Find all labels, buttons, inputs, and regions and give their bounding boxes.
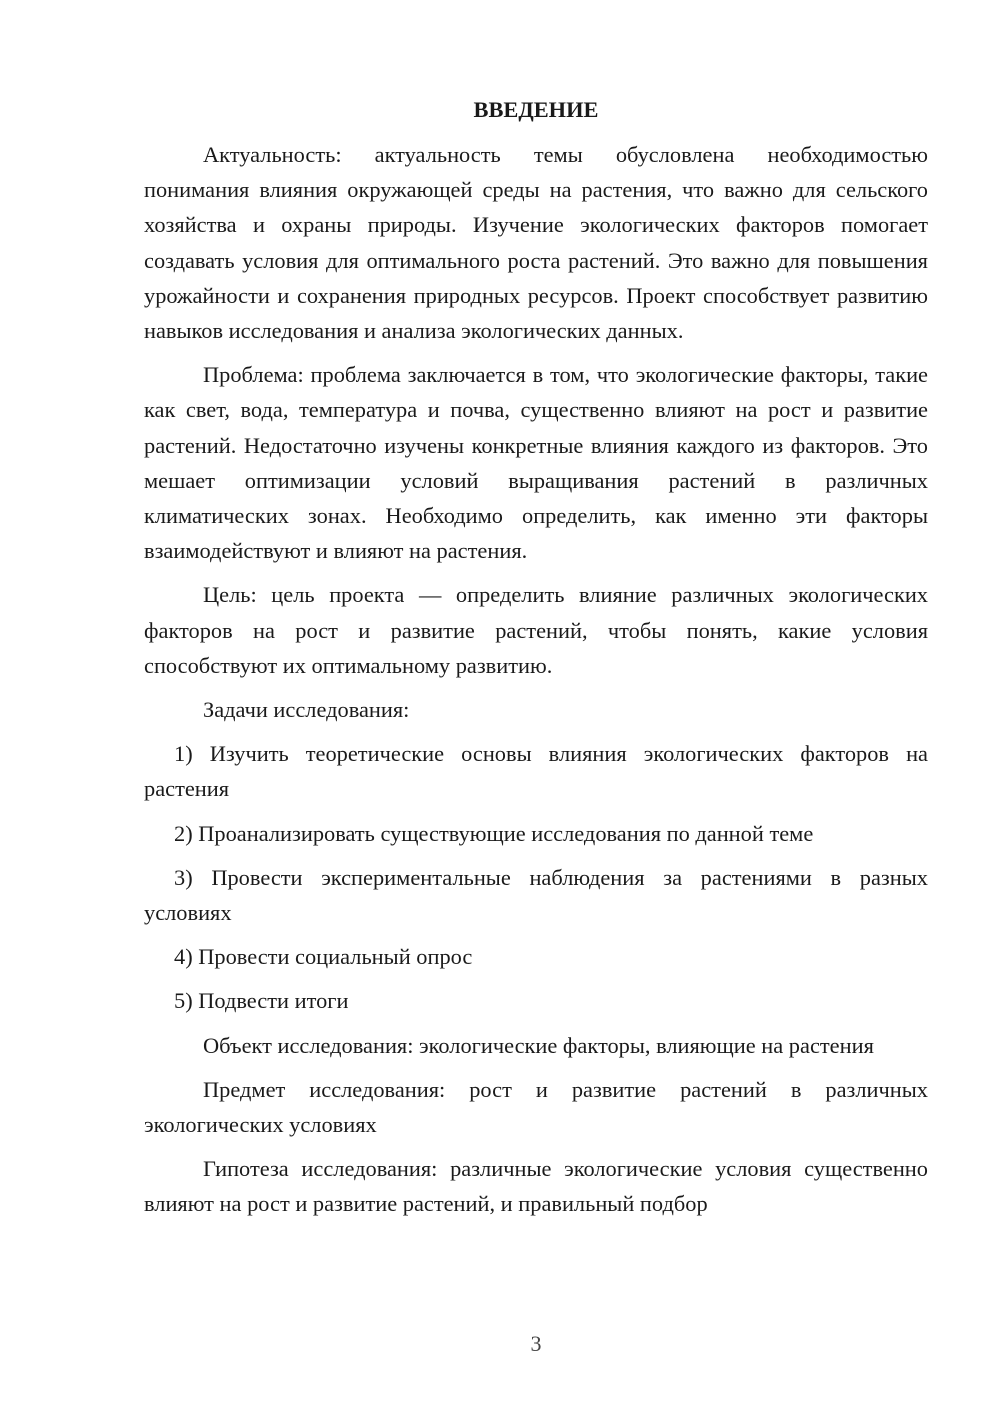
goal-paragraph: Цель: цель проекта — определить влияние различных экологических факторов на рост и развитие растений, чтобы понять, какие условия способствуют их оптимальному развитию.: [144, 582, 928, 678]
relevance-paragraph: Актуальность: актуальность темы обусловлена необходимостью понимания влияния окружающей среды на растения, что важно для сельского хозяйства и охраны природы. Изучение экологических факторов помогает создавать условия для оптимального роста растений. Это важно для повышения урожайности и сохранения природных ресурсов. Проект способствует развитию навыков исследования и анализа экологических данных.: [144, 142, 928, 344]
object-paragraph: Объект исследования: экологические факторы, влияющие на растения: [203, 1032, 874, 1058]
subject-paragraph: Предмет исследования: рост и развитие растений в различных экологических условиях: [144, 1076, 928, 1138]
task-item-1: 1) Изучить теоретические основы влияния экологических факторов на растения: [144, 741, 928, 802]
task-item-3: 3) Провести экспериментальные наблюдения за растениями в разных условиях: [144, 864, 928, 926]
document-page: [144, 92, 928, 1231]
hypothesis-paragraph: Гипотеза исследования: различные экологические условия существенно влияют на рост и развитие растений, и правильный подбор: [144, 1156, 928, 1217]
task-item-4: 4) Провести социальный опрос: [174, 944, 473, 970]
problem-paragraph: Проблема: проблема заключается в том, что экологические факторы, такие как свет, вода, температура и почва, существенно влияют на рост и развитие растений. Недостаточно изучены конкретные влияния каждого из факторов. Это мешает оптимизации условий выращивания растений в различных климатических зонах. Необходимо определить, как именно эти факторы взаимодействуют и влияют на растения.: [144, 362, 928, 564]
page-title: ВВЕДЕНИЕ: [473, 97, 599, 122]
page-number: 3: [530, 1331, 542, 1356]
task-item-2: 2) Проанализировать существующие исследования по данной теме: [174, 820, 814, 846]
tasks-heading: Задачи исследования:: [203, 697, 410, 723]
task-item-5: 5) Подвести итоги: [174, 988, 349, 1014]
